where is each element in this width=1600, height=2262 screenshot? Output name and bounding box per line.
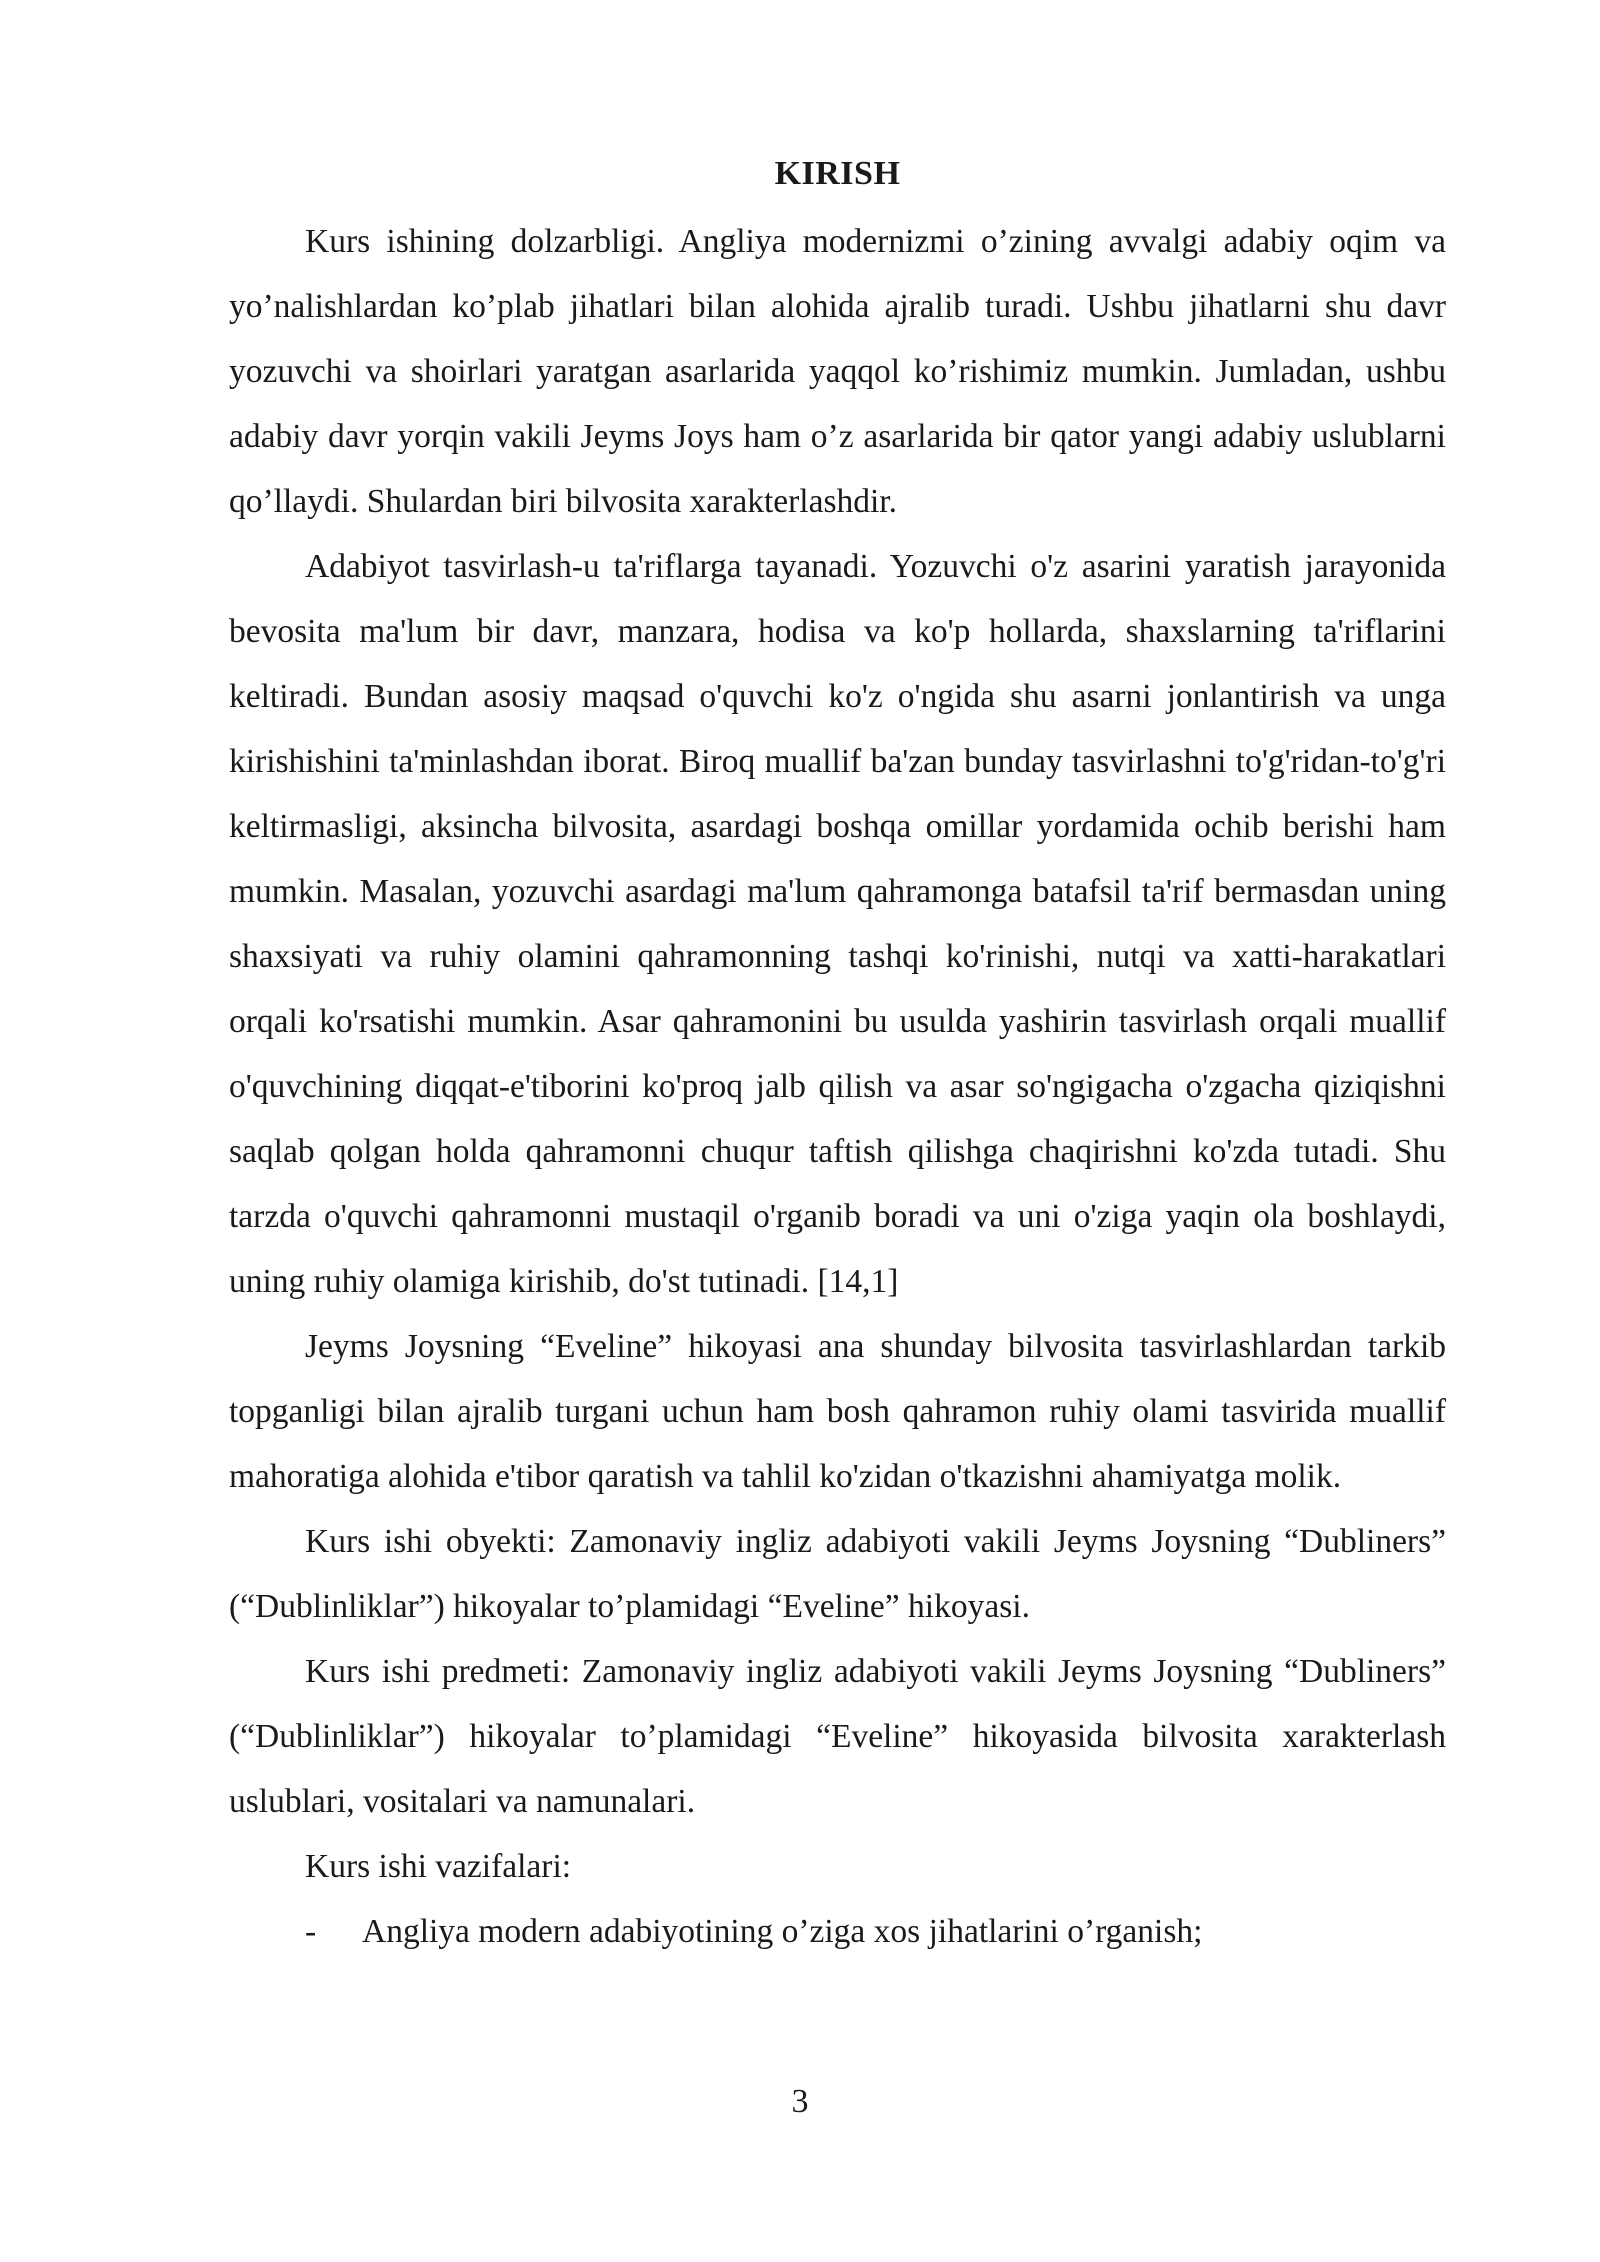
paragraph-subject: Kurs ishi predmeti: Zamonaviy ingliz adabiyoti vakili Jeyms Joysning “Dubliners” (“Dublinliklar”) hikoyalar to’plamidagi “Eveline” hikoyasida bilvosita xarakterlash uslublari, vositalari va namunalari. bbox=[229, 1653, 1446, 1820]
paragraph-tasks-heading: Kurs ishi vazifalari: bbox=[305, 1848, 572, 1885]
list-dash-marker: - bbox=[305, 1913, 317, 1950]
section-title: KIRISH bbox=[774, 155, 901, 192]
paragraph-literature-description: Adabiyot tasvirlash-u ta'riflarga tayanadi. Yozuvchi o'z asarini yaratish jarayonida bevosita ma'lum bir davr, manzara, hodisa va ko'p hollarda, shaxslarning ta'riflarini keltiradi. Bundan asosiy maqsad o'quvchi ko'z o'ngida shu asarni jonlantirish va unga kirishishini ta'minlashdan iborat. Biroq muallif ba'zan bunday tasvirlashni to'g'ridan-to'g'ri keltirmasligi, aksincha bilvosita, asardagi boshqa omillar yordamida ochib berishi ham mumkin. Masalan, yozuvchi asardagi ma'lum qahramonga batafsil ta'rif bermasdan uning shaxsiyati va ruhiy olamini qahramonning tashqi ko'rinishi, nutqi va xatti-harakatlari orqali ko'rsatishi mumkin. Asar qahramonini bu usulda yashirin tasvirlash orqali muallif o'quvchining diqqat-e'tiborini ko'proq jalb qilish va asar so'ngigacha o'zgacha qiziqishni saqlab qolgan holda qahramonni chuqur taftish qilishga chaqirishni ko'zda tutadi. Shu tarzda o'quvchi qahramonni mustaqil o'rganib boradi va uni o'ziga yaqin ola boshlaydi, uning ruhiy olamiga kirishib, do'st tutinadi. [14,1] bbox=[229, 548, 1446, 1300]
paragraph-eveline: Jeyms Joysning “Eveline” hikoyasi ana shunday bilvosita tasvirlashlardan tarkib topganligi bilan ajralib turgani uchun ham bosh qahramon ruhiy olami tasvirida muallif mahoratiga alohida e'tibor qaratish va tahlil ko'zidan o'tkazishni ahamiyatga molik. bbox=[229, 1328, 1446, 1495]
paragraph-object: Kurs ishi obyekti: Zamonaviy ingliz adabiyoti vakili Jeyms Joysning “Dubliners” (“Dublinliklar”) hikoyalar to’plamidagi “Eveline” hikoyasi. bbox=[229, 1523, 1446, 1625]
page-number: 3 bbox=[791, 2083, 809, 2120]
paragraph-relevance: Kurs ishining dolzarbligi. Angliya modernizmi o’zining avvalgi adabiy oqim va yo’nalishlardan ko’plab jihatlari bilan alohida ajralib turadi. Ushbu jihatlarni shu davr yozuvchi va shoirlari yaratgan asarlarida yaqqol ko’rishimiz mumkin. Jumladan, ushbu adabiy davr yorqin vakili Jeyms Joys ham o’z asarlarida bir qator yangi adabiy uslublarni qo’llaydi. Shulardan biri bilvosita xarakterlashdir. bbox=[229, 223, 1446, 520]
list-item-text: Angliya modern adabiyotining o’ziga xos jihatlarini o’rganish; bbox=[362, 1913, 1203, 1950]
list-item bbox=[229, 1899, 1446, 1964]
document-page bbox=[229, 148, 1446, 1964]
